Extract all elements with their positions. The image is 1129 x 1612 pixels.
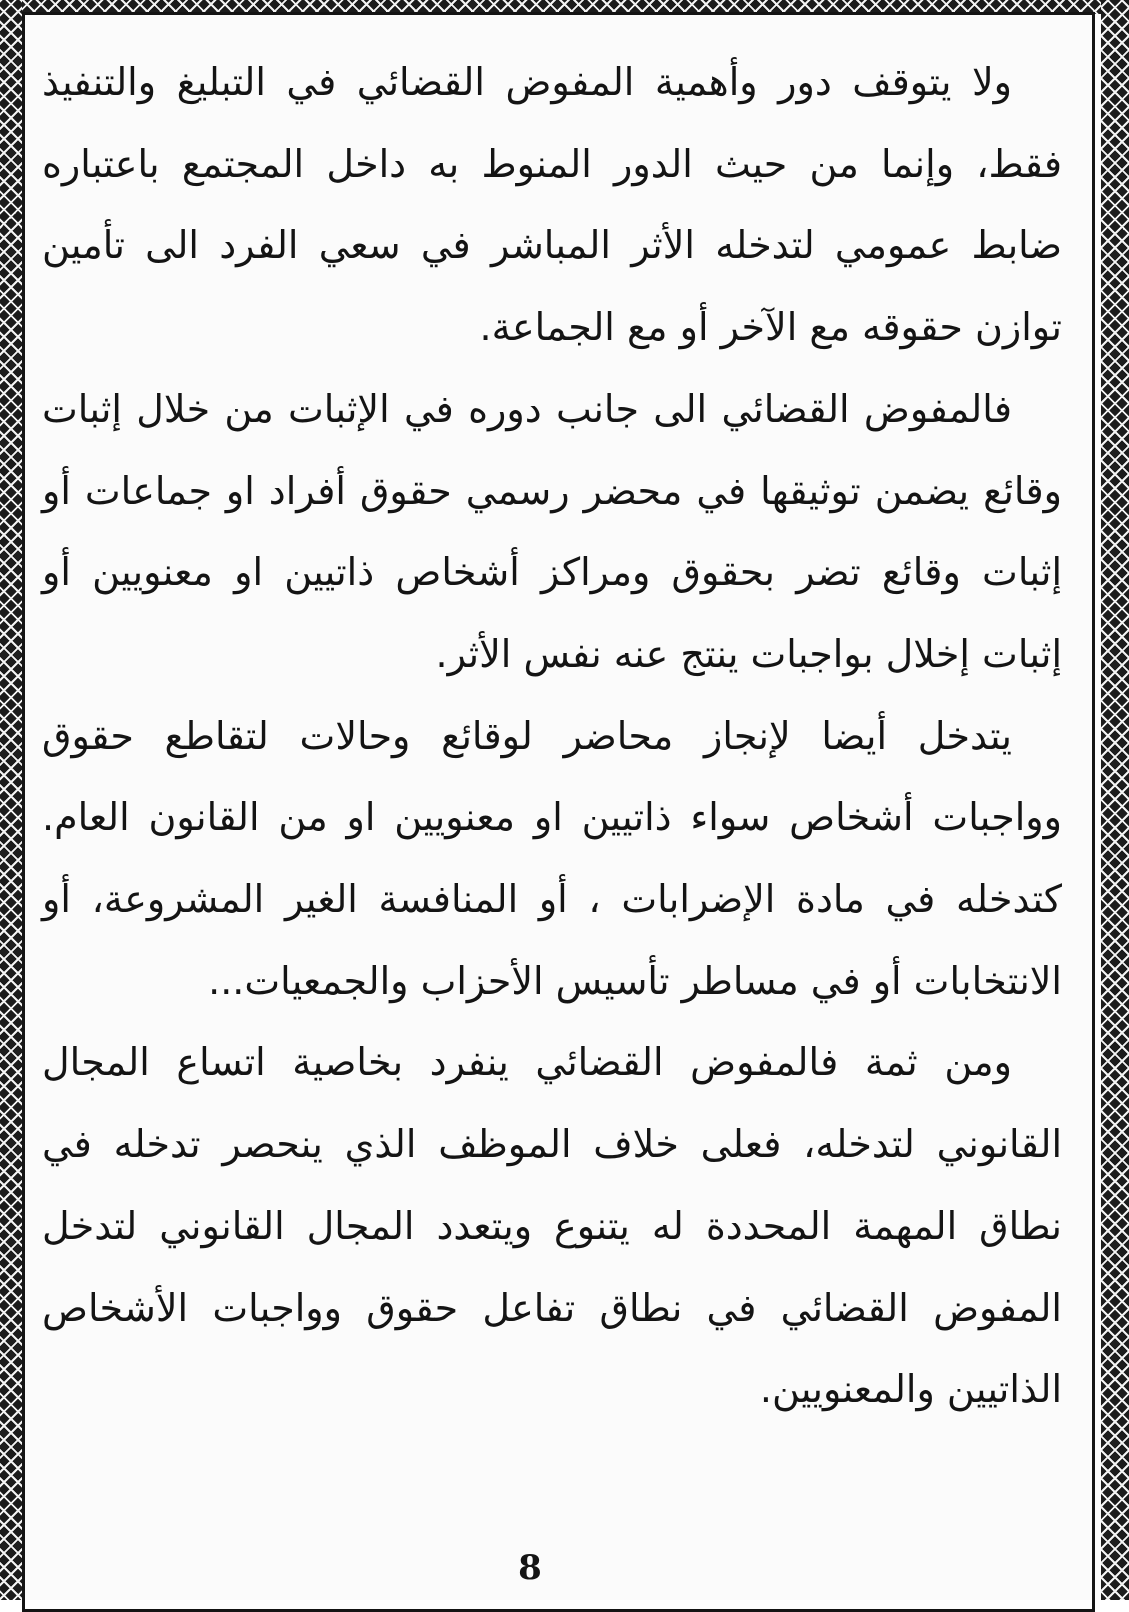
paragraph-1: ولا يتوقف دور وأهمية المفوض القضائي في التبليغ والتنفيذ فقط، وإنما من حيث الدور المنوط به داخل المجتمع باعتباره ضابط عمومي لتدخله الأثر المباشر في سعي الفرد الى تأمين توازن حقوقه مع الآخر أو مع الجماعة. <box>42 60 1062 350</box>
decorative-border-left <box>0 0 22 1600</box>
paragraph-2: فالمفوض القضائي الى جانب دوره في الإثبات من خلال إثبات وقائع يضمن توثيقها في محضر رسمي حقوق أفراد او جماعات أو إثبات وقائع تضر بحقوق ومراكز أشخاص ذاتيين او معنويين أو إثبات إخلال بواجبات ينتج عنه نفس الأثر. <box>42 386 1062 676</box>
page-number: 8 <box>518 1548 542 1588</box>
decorative-border-right <box>1101 0 1129 1600</box>
body-text <box>42 42 1062 1431</box>
paragraph-3: يتدخل أيضا لإنجاز محاضر لوقائع وحالات لتقاطع حقوق وواجبات أشخاص سواء ذاتيين او معنويين او من القانون العام. كتدخله في مادة الإضرابات ، أو المنافسة الغير المشروعة، أو الانتخابات أو في مساطر تأسيس الأحزاب والجمعيات... <box>42 713 1062 1003</box>
paragraph-4: ومن ثمة فالمفوض القضائي ينفرد بخاصية اتساع المجال القانوني لتدخله، فعلى خلاف الموظف الذي ينحصر تدخله في نطاق المهمة المحددة له يتنوع ويتعدد المجال القانوني لتدخل المفوض القضائي في نطاق تفاعل حقوق وواجبات الأشخاص الذاتيين والمعنويين. <box>42 1040 1062 1412</box>
